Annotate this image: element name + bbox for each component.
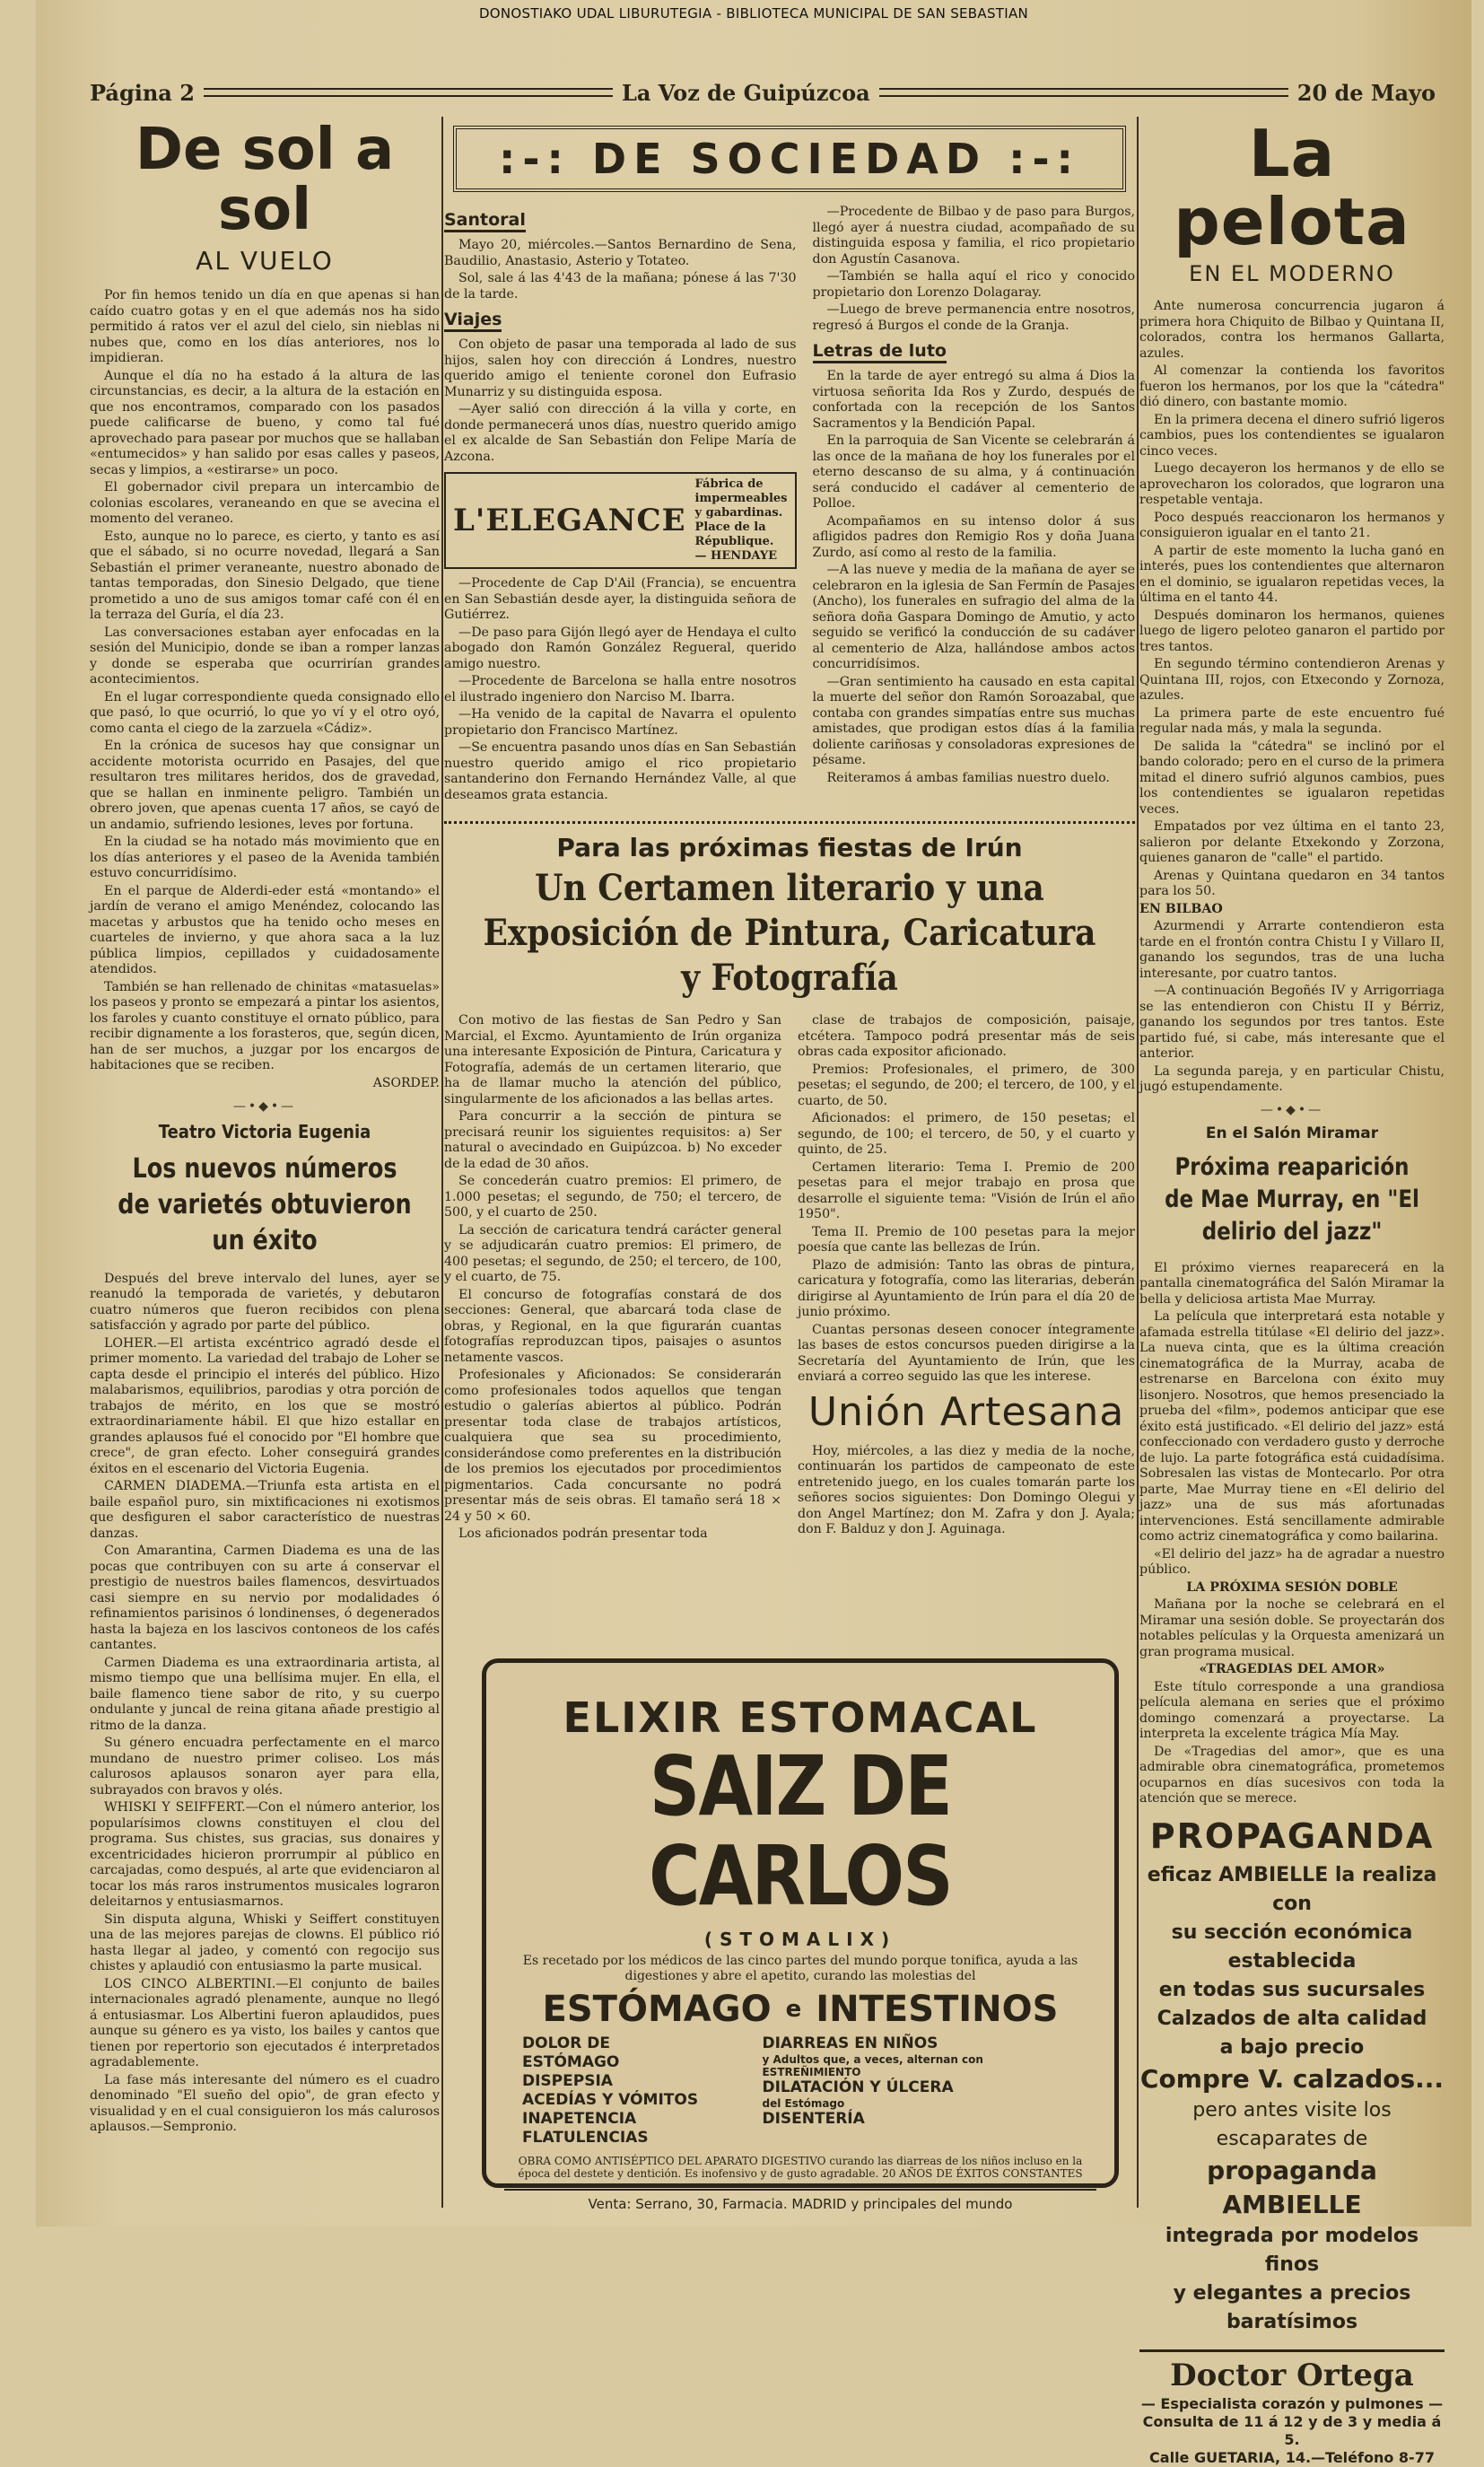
paragraph: —Gran sentimiento ha causado en esta capital la muerte del señor don Ramón Soroazabal, que contaba con grandes simpatías entre sus muchas amistades, que prodigan estos días á la familia doliente cariñosas y consoladoras expresiones de pésame. xyxy=(812,674,1135,767)
santoral-heading: Santoral xyxy=(444,210,526,232)
paragraph: Premios: Profesionales, el primero, de 300 pesetas; el segundo, de 200; el tercero, de 100, y el cuarto, de 50. xyxy=(798,1062,1135,1108)
paragraph: —A las nueve y media de la mañana de ayer se celebraron en la iglesia de San Fermín de Pasajes (Ancho), los funerales en sufragio del alma de la señora doña Gaspara Domingo de Amutio, y acto seguido se verificó la conducción de su cadáver al cementerio de Alza, hallándose ambos actos concurridísimos. xyxy=(812,563,1135,671)
society-right xyxy=(813,205,1136,805)
irun-right xyxy=(798,1013,1135,1544)
paragraph: —Procedente de Barcelona se halla entre nosotros el ilustrado ingeniero don Narciso M. Ibarra. xyxy=(444,674,797,704)
paragraph: —Procedente de Cap D'Ail (Francia), se encuentra en San Sebastián desde ayer, la distinguida señora de Gutiérrez. xyxy=(444,576,797,622)
paragraph: Al comenzar la contienda los favoritos fueron los hermanos, por los que la "cátedra" dió dinero, con bastante momio. xyxy=(1139,363,1445,410)
propaganda-line: en todas sus sucursales xyxy=(1158,1978,1426,2001)
article-title: La pelota xyxy=(1174,116,1410,259)
list-item: DIARREAS EN NIÑOS xyxy=(762,2034,938,2052)
paragraph: Tema II. Premio de 100 pesetas para la mejor poesía que cante las bellezas de Irún. xyxy=(798,1224,1135,1255)
newspaper-name: La Voz de Guipúzcoa xyxy=(621,79,870,106)
doctor-line: Calle GUETARIA, 14.—Teléfono 8-77 xyxy=(1149,2448,1435,2466)
paragraph: Los aficionados podrán presentar toda xyxy=(458,1527,708,1541)
paragraph: —Luego de breve permanencia entre nosotros, regresó á Burgos el conde de la Granja. xyxy=(812,302,1135,333)
subheading: «TRAGEDIAS DEL AMOR» xyxy=(1199,1662,1385,1677)
union-headline: Unión Artesana xyxy=(807,1388,1125,1435)
signature: ASORDEP. xyxy=(372,1075,440,1090)
paragraph: Con Amarantina, Carmen Diadema es una de las pocas que contribuyen con su arte á conservar el prestigio de nuestros bailes flamencos, desvirtuados casi siempre en su nervio por modalidades ó refinamientos parisinos ó londinenses, ó degenerados hasta la bajeza en los lascivos contoneos de los cafés cantantes. xyxy=(90,1544,440,1653)
paragraph: Reiteramos á ambas familias nuestro duelo. xyxy=(826,770,1110,785)
paragraph: En la ciudad se ha notado más movimiento que en los días anteriores y el paseo de la Avenida también estuvo concurridísimo. xyxy=(90,835,440,881)
paragraph: La primera parte de este encuentro fué regular nada más, y mala la segunda. xyxy=(1139,705,1445,737)
propaganda-line: eficaz AMBIELLE la realiza con xyxy=(1147,1863,1437,1915)
library-line: DONOSTIAKO UDAL LIBURUTEGIA - BIBLIOTECA MUNICIPAL DE SAN SEBASTIAN xyxy=(478,5,1029,22)
paragraph: Después dominaron los hermanos, quienes luego de ligero peloteo ganaron el partido por tres tantos. xyxy=(1139,608,1445,654)
paragraph: Luego decayeron los hermanos y de ello se aprovecharon los colorados, que lograron una respetable ventaja. xyxy=(1139,461,1445,508)
paragraph: Este título corresponde a una grandiosa película alemana en series que el próximo domingo comenzará a proyectarse. La interpreta la excelente trágica Mía May. xyxy=(1139,1679,1445,1742)
paragraph: El gobernador civil prepara un intercambio de colonias escolares, veraneando en que se avecina el momento del veraneo. xyxy=(90,480,440,527)
paragraph: «El delirio del jazz» ha de agradar a nuestro público. xyxy=(1139,1546,1445,1578)
propaganda-line: Calzados de alta calidad xyxy=(1157,2007,1427,2030)
paragraph: En la tarde de ayer entregó su alma á Dios la virtuosa señorita Ida Ros y Zurdo, después de confortada con la recepción de los Santos Sacramentos y la Bendición Papal. xyxy=(812,369,1135,431)
paragraph: Azurmendi y Arrarte contendieron esta tarde en el frontón contra Chistu I y Villaro II, ganando los segundos, tras de una lucha interesante, por cuatro tantos. xyxy=(1139,919,1445,981)
paragraph: A partir de este momento la lucha ganó en interés, pues los contendientes que alternaron en el dominio, se igualaron repetidas veces, la última en el tanto 44. xyxy=(1139,543,1445,606)
list-item: DOLOR DE ESTÓMAGO xyxy=(522,2034,620,2071)
paragraph: clase de trabajos de composición, paisaje, etcétera. Tampoco podrá presentar más de seis obras cada expositor aficionado. xyxy=(798,1013,1135,1059)
elixir-estomago: ESTÓMAGO xyxy=(542,1989,772,2030)
list-item: DISENTERÍA xyxy=(762,2110,865,2128)
paragraph: De «Tragedias del amor», que es una admirable obra cinematográfica, prometemos ocuparnos en días sucesivos con toda la atención que se merece. xyxy=(1139,1744,1445,1807)
elixir-big-row xyxy=(522,1990,1078,2029)
paragraph: Se concederán cuatro premios: El primero, de 1.000 pesetas; el segundo, de 750; el tercero, de 500, y el cuarto de 250. xyxy=(444,1174,781,1220)
section-banner: :-: DE SOCIEDAD :-: xyxy=(453,126,1126,192)
paragraph: Profesionales y Aficionados: Se considerarán como profesionales todos aquellos que tengan estudio o galerías abiertos al público. Podrán presentar toda clase de trabajos artísticos, cualquiera que sea su procedimiento, considerándose como preferentes en la distribución de los premios los ejecutados por procedimientos pigmentarios. Cada concursante no podrá presentar más de seis obras. El tamaño será 18 × 24 y 50 × 60. xyxy=(444,1368,781,1524)
article-title: De sol a sol xyxy=(135,117,395,244)
ornament-divider: —•◆•— xyxy=(232,1098,297,1114)
paragraph: Para concurrir a la sección de pintura se precisará reunir los siguientes requisitos: a) Ser natural o avecindado en Guipúzcoa. b) No exceder de la edad de 30 años. xyxy=(444,1109,781,1171)
paragraph: —Se encuentra pasando unos días en San Sebastián nuestro querido amigo el rico propietario santanderino don Fernando Hernández Valle, al que deseamos grata estancia. xyxy=(444,740,797,802)
propaganda-line: su sección económica establecida xyxy=(1171,1920,1413,1973)
paragraph: Las conversaciones estaban ayer enfocadas en la sesión del Municipio, donde se iban a romper lanzas y donde se esperaba que ocurrirían grandes acontecimientos. xyxy=(90,625,440,687)
irun-left xyxy=(444,1013,781,1544)
paragraph: El próximo viernes reaparecerá en la pantalla cinematográfica del Salón Miramar la bella y deliciosa artista Mae Murray. xyxy=(1139,1260,1445,1307)
paragraph: Con objeto de pasar una temporada al lado de sus hijos, salen hoy con dirección á Londres, nuestro querido amigo el teniente coronel don Eufrasio Munarriz y su distinguida esposa. xyxy=(444,337,797,399)
elegance-text: Fábrica de impermeables y gabardinas. Place de la République. — HENDAYE xyxy=(694,477,788,563)
paragraph: —Ayer salió con dirección á la villa y corte, en donde permanecerá unos días, nuestro querido amigo el ex alcalde de San Sebastián don Felipe María de Azcona. xyxy=(444,402,797,464)
elixir-list-right xyxy=(762,2034,1078,2148)
article-subtitle: AL VUELO xyxy=(196,246,334,276)
elixir-list-left xyxy=(522,2034,708,2148)
paragraph: —A continuación Begoñés IV y Arrigorriaga se las entendieron con Chistu II y Bérriz, ganando los segundos por tres tantos. Este partido fué, si cabe, más interesante que el anterior. xyxy=(1139,984,1445,1062)
article-headline: Próxima reaparición de Mae Murray, en "El delirio del jazz" xyxy=(1165,1152,1419,1246)
propaganda-line: a bajo precio xyxy=(1219,2035,1365,2059)
doctor-heading: Doctor Ortega xyxy=(1139,2349,1445,2393)
elegance-brand: L'ELEGANCE xyxy=(453,503,686,538)
ornament-divider: —•◆•— xyxy=(1260,1102,1324,1117)
subheading: LA PRÓXIMA SESIÓN DOBLE xyxy=(1186,1579,1398,1595)
paragraph: La sección de caricatura tendrá carácter general y se adjudicarán cuatro premios: El primero, de 400 pesetas; el segundo, de 250; el tercero, de 100, y el cuarto, de 75. xyxy=(444,1222,781,1284)
paragraph: LOHER.—El artista excéntrico agradó desde el primer momento. La variedad del trabajo de Loher se capta desde el principio el interés del público. Hizo malabarismos, equilibrios, parodias y otra porción de trabajos de mérito, en los que se mostró extraordinariamente hábil. El que hizo estallar en grandes aplausos fué el conocido por "El hombre que crece", de gran efecto. Loher conseguirá grandes éxitos en el escenario del Victoria Eugenia. xyxy=(90,1335,440,1476)
elixir-lists xyxy=(522,2034,1078,2148)
issue-date: 20 de Mayo xyxy=(1296,79,1436,106)
paragraph: Ante numerosa concurrencia jugaron á primera hora Chiquito de Bilbao y Quintana II, colorados, contra los hermanos Gallarta, azules. xyxy=(1139,299,1445,361)
paragraph: La segunda pareja, y en particular Chistu, jugó estupendamente. xyxy=(1139,1063,1445,1095)
column-divider xyxy=(441,117,443,2208)
section-label: Teatro Victoria Eugenia xyxy=(158,1120,371,1142)
section-label: En el Salón Miramar xyxy=(1205,1124,1379,1142)
masthead xyxy=(90,77,1436,108)
paragraph: La película que interpretará esta notable y afamada estrella titúlase «El delirio del jazz». La nueva cinta, que es la última creación cinematográfica de la Murray, acaba de estrenarse en Barcelona con éxito muy lisonjero. Nosotros, que hemos presenciado la prueba del «film», podemos anticipar que ese éxito está justificado. «El delirio del jazz» está confeccionado con verdadero gusto y derroche de lujo. La parte fotográfica está cuidadísima. Sobresalen las vistas de Montecarlo. Por otra parte, Mae Murray tiene en «El delirio del jazz» una de sus más afortunadas intervenciones. Está sencillamente admirable como actriz cinematográfica y como bailarina. xyxy=(1139,1309,1445,1544)
irun-preheadline: Para las próximas fiestas de Irún xyxy=(556,833,1023,862)
column-center xyxy=(444,117,1135,1768)
paragraph: LOS CINCO ALBERTINI.—El conjunto de bailes internacionales agradó plenamente, aunque no llegó á entusiasmar. Los Albertini fueron aplaudidos, pues aunque su género es ya visto, los bailes y cantos que tienen por repertorio son ejecutados é interpretados agradablemente. xyxy=(90,1976,440,2070)
list-item: del Estómago xyxy=(762,2097,845,2110)
paragraph: En la crónica de sucesos hay que consignar un accidente motorista ocurrido en Pasajes, del que resultaron tres militares heridos, dos de gravedad, que se hallan en inminente peligro. También un obrero joven, que apenas cuenta 17 años, se cayó de un andamio, sufriendo lesiones, leves por fortuna. xyxy=(90,739,440,832)
elixir-advert xyxy=(482,1658,1119,2212)
viajes-heading: Viajes xyxy=(444,310,502,332)
column-divider xyxy=(1137,117,1139,2208)
paragraph: En la parroquia de San Vicente se celebrarán á las once de la mañana de hoy los funerales por el eterno descanso de su alma, y á continuación será conducido el cadáver al cementerio de Polloe. xyxy=(812,433,1135,511)
paragraph: Sin disputa alguna, Whiski y Seiffert constituyen una de las mejores parejas de clowns. El público rió hasta llegar al jadeo, y comentó con regocijo sus chistes y aplaudió con entusiasmo la parte musical. xyxy=(90,1911,440,1974)
paragraph: En segundo término contendieron Arenas y Quintana III, rojos, con Etxecondo y Zornoza, azules. xyxy=(1139,657,1445,704)
paragraph: Hoy, miércoles, a las diez y media de la noche, continuarán los partidos de campeonato de este entretenido juego, en los cuales tomarán parte los señores socios siguientes: Don Domingo Olegui y don Angel Martínez; don M. Zafra y don J. Ayala; don F. Balduz y don J. Aguinaga. xyxy=(798,1443,1135,1536)
paragraph: También se han rellenado de chinitas «matasuelas» los paseos y pronto se empezará a pintar los asientos, los faroles y cuanto constituye el ornato público, para recibir dignamente a los forasteros, que, según dicen, han de ser muchos, a juzgar por los encargos de habitaciones que se reciben. xyxy=(90,979,440,1073)
list-item: ACEDÍAS Y VÓMITOS xyxy=(522,2091,699,2109)
paragraph: Plazo de admisión: Tanto las obras de pintura, caricatura y fotografía, como las literarias, deberán dirigirse al Ayuntamiento de Irún para el día 20 de junio próximo. xyxy=(798,1257,1135,1319)
paragraph: —También se halla aquí el rico y conocido propietario don Lorenzo Dolagaray. xyxy=(812,269,1135,300)
paragraph: De salida la "cátedra" se inclinó por el bando colorado; pero en el curso de la primera mitad el dinero sufrió algunos cambios, pues los contendientes se igualaron repetidas veces. xyxy=(1139,739,1445,817)
society-left xyxy=(444,205,797,805)
paragraph: Carmen Diadema es una extraordinaria artista, al mismo tiempo que una bellísima mujer. En ella, el baile flamenco tiene sabor de rito, y su cuerpo ondulante y juncal de reina gitana añade prestigio al ritmo de la danza. xyxy=(90,1655,440,1733)
doctor-line: Consulta de 11 á 12 y de 3 y media á 5. xyxy=(1142,2412,1442,2448)
propaganda-line: pero antes visite los escaparates de xyxy=(1192,2098,1392,2150)
paragraph: Su género encuadra perfectamente en el marco mundano de nuestro primer coliseo. Los más calurosos aplausos sonaron ayer para ella, subrayados con bravos y olés. xyxy=(90,1736,440,1798)
masthead-rule xyxy=(204,88,613,97)
propaganda-heading: PROPAGANDA xyxy=(1149,1815,1435,1856)
paragraph: CARMEN DIADEMA.—Triunfa esta artista en el baile español puro, sin mixtificaciones ni exotismos que desfiguren el sabor característico de nuestras danzas. xyxy=(90,1479,440,1541)
doctor-line: — Especialista corazón y pulmones — xyxy=(1140,2394,1444,2412)
elixir-description: Es recetado por los médicos de las cinco partes del mundo porque tonifica, ayuda a las digestiones y abre el apetito, curando las molestias del xyxy=(522,1954,1078,1983)
masthead-rule xyxy=(879,88,1288,97)
irun-headline: Un Certamen literario y una Exposición de Pintura, Caricatura y Fotografía xyxy=(483,867,1096,999)
list-item: y Adultos que, a veces, alternan con ESTREÑIMIENTO xyxy=(762,2053,983,2078)
elixir-venta: Venta: Serrano, 30, Farmacia. MADRID y principales del mundo xyxy=(504,2189,1096,2212)
paragraph: Aficionados: el primero, de 150 pesetas; el segundo, de 100; el tercero, de 50, y el cuarto y quinto, de 25. xyxy=(798,1111,1135,1157)
paragraph: Certamen literario: Tema I. Premio de 200 pesetas para el mejor trabajo en prosa que desarrolle el siguiente tema: "Visión de Irún el año 1950". xyxy=(798,1159,1135,1221)
list-item: INAPETENCIA xyxy=(522,2110,637,2128)
paragraph: Mañana por la noche se celebrará en el Miramar una sesión doble. Se proyectarán dos notables películas y la Orquesta amenizará un gran programa musical. xyxy=(1139,1597,1445,1659)
society-columns xyxy=(444,205,1135,805)
elixir-stomalix: (STOMALIX) xyxy=(703,1929,897,1950)
page-number: Página 2 xyxy=(90,79,195,106)
propaganda-line: Compre V. calzados... xyxy=(1139,2063,1445,2094)
paragraph: Acompañamos en su intenso dolor á sus afligidos padres don Remigio Ros y doña Juana Zurdo, así como al resto de la familia. xyxy=(812,513,1135,560)
elixir-intestinos: INTESTINOS xyxy=(816,1989,1059,2030)
elegance-advert xyxy=(444,472,797,569)
paragraph: —Procedente de Bilbao y de paso para Burgos, llegó ayer á nuestra ciudad, acompañado de su distinguida esposa y familia, el rico propietario don Agustín Casanova. xyxy=(812,205,1135,267)
list-item: FLATULENCIAS xyxy=(522,2129,649,2147)
paragraph: Poco después reaccionaron los hermanos y consiguieron igualar en el tanto 21. xyxy=(1139,510,1445,541)
paragraph: Después del breve intervalo del lunes, ayer se reanudó la temporada de varietés, y debutaron cuatro números que fueron recibidos con plena satisfacción y agrado por parte del público. xyxy=(90,1271,440,1334)
list-item: DISPEPSIA xyxy=(522,2072,613,2090)
paragraph: En el parque de Alderdi-eder está «montando» el jardín de verano el amigo Menéndez, colocando las macetas y arbustos que ha tenido ocho meses en cuarteles de invierno, y que ahora saca a la luz pública limpios, cepillados y cuidadosamente atendidos. xyxy=(90,883,440,977)
propaganda-line: integrada por modelos finos xyxy=(1165,2224,1419,2276)
article-headline: Los nuevos números de varietés obtuvieron un éxito xyxy=(118,1152,412,1256)
propaganda-line: y elegantes a precios baratísimos xyxy=(1173,2281,1411,2333)
paragraph: El concurso de fotografías constará de dos secciones: General, que abarcará toda clase de obras, y Regional, en la que figurarán cuantas fotografías reproduzcan tipos, paisajes o asuntos netamente vascos. xyxy=(444,1287,781,1365)
wavy-divider xyxy=(444,812,1135,824)
paragraph: La fase más interesante del número es el cuadro denominado "El sueño del opio", de gran efecto y visualidad y en el cual consiguieron los más calurosos aplausos.—Sempronio. xyxy=(90,2072,440,2135)
paragraph: WHISKI Y SEIFFERT.—Con el número anterior, los popularísimos clowns constituyen el clou del programa. Sus chistes, sus gracias, sus donaires y excentricidades hicieron prorrumpir al público en carcajadas, como después, al arte que evidenciaron al tocar los más raros instrumentos musicales lograron deleitarnos y entusiasmarnos. xyxy=(90,1800,440,1910)
column-left xyxy=(90,117,440,2208)
newspaper-page xyxy=(36,0,1471,2466)
subheading: EN BILBAO xyxy=(1139,901,1223,916)
paragraph: —Ha venido de la capital de Navarra el opulento propietario don Francisco Martínez. xyxy=(444,707,797,738)
paragraph: Por fin hemos tenido un día en que apenas si han caído cuatro gotas y en el que además nos ha sido permitido á ratos ver el azul del cielo, sin nieblas ni nubes que, como en los días anteriores, nos lo impidieran. xyxy=(90,288,440,366)
paragraph: Esto, aunque no lo parece, es cierto, y tanto es así que el sábado, si no ocurre novedad, llegará a San Sebastián el primer veraneante, nuestro abonado de tantas temporadas, don Sinesio Delgado, que tiene prometido a uno de sus amigos tomar café con él en la terraza del Guría, el día 23. xyxy=(90,529,440,623)
paragraph: En la primera decena el dinero sufrió ligeros cambios, pues los contendientes se igualaron cinco veces. xyxy=(1139,412,1445,459)
paragraph: Cuantas personas deseen conocer íntegramente las bases de estos concursos pueden dirigirse a la Secretaría del Ayuntamiento de Irún, que les enviará a correo seguido las que les interese. xyxy=(798,1322,1135,1384)
luto-heading: Letras de luto xyxy=(813,341,947,363)
list-item: DILATACIÓN Y ÚLCERA xyxy=(762,2078,954,2096)
paragraph: En el lugar correspondiente queda consignado ello que pasó, lo que ocurrió, lo que yo ví y el otro oyó, como canta el ciego de la zarzuela «Cádiz». xyxy=(90,689,440,736)
article-subtitle: EN EL MODERNO xyxy=(1189,261,1395,287)
column-right xyxy=(1139,116,1445,2466)
elixir-line1: ELIXIR ESTOMACAL xyxy=(563,1693,1038,1742)
paragraph: Arenas y Quintana quedaron en 34 tantos para los 50. xyxy=(1139,868,1445,899)
paragraph: Aunque el día no ha estado á la altura de las circunstancias, es decir, a la altura de la estación en que nos encontramos, comparado con los pasados puede calificarse de bueno, y como tal fué aprovechado para pasear por muchos que se hallaban «entumecidos» y han salido por esas calles y paseos, secas y limpios, a «estirarse» un poco. xyxy=(90,368,440,477)
propaganda-line: propaganda AMBIELLE xyxy=(1207,2155,1377,2219)
irun-columns xyxy=(444,1013,1135,1544)
elixir-footnote: OBRA COMO ANTISÉPTICO DEL APARATO DIGESTIVO curando las diarreas de los niños incluso en la época del destete y dentición. Es inofensivo y de gusto agradable. 20 AÑOS DE ÉXITOS CONSTANTES xyxy=(518,2155,1083,2180)
paragraph: Sol, sale á las 4'43 de la mañana; pónese á las 7'30 de la tarde. xyxy=(444,271,797,302)
paragraph: —De paso para Gijón llegó ayer de Hendaya el culto abogado don Ramón González Regueral, querido amigo nuestro. xyxy=(444,625,797,671)
elixir-conjunction: e xyxy=(785,1996,802,2023)
paragraph: Empatados por vez última en el tanto 23, salieron por delante Etxekondo y Zorzona, quienes ganaron de "calle" el partido. xyxy=(1139,819,1445,866)
elixir-brand: SAIZ DE CARLOS xyxy=(649,1738,952,1924)
paragraph: Con motivo de las fiestas de San Pedro y San Marcial, el Excmo. Ayuntamiento de Irún organiza una interesante Exposición de Pintura, Caricatura y Fotografía, además de un certamen literario, que ha de llamar mucho la atención del público, singularmente de los aficionados a las bellas artes. xyxy=(444,1013,781,1107)
paragraph: Mayo 20, miércoles.—Santos Bernardino de Sena, Baudilio, Anastasio, Asterio y Totateo. xyxy=(444,238,797,268)
